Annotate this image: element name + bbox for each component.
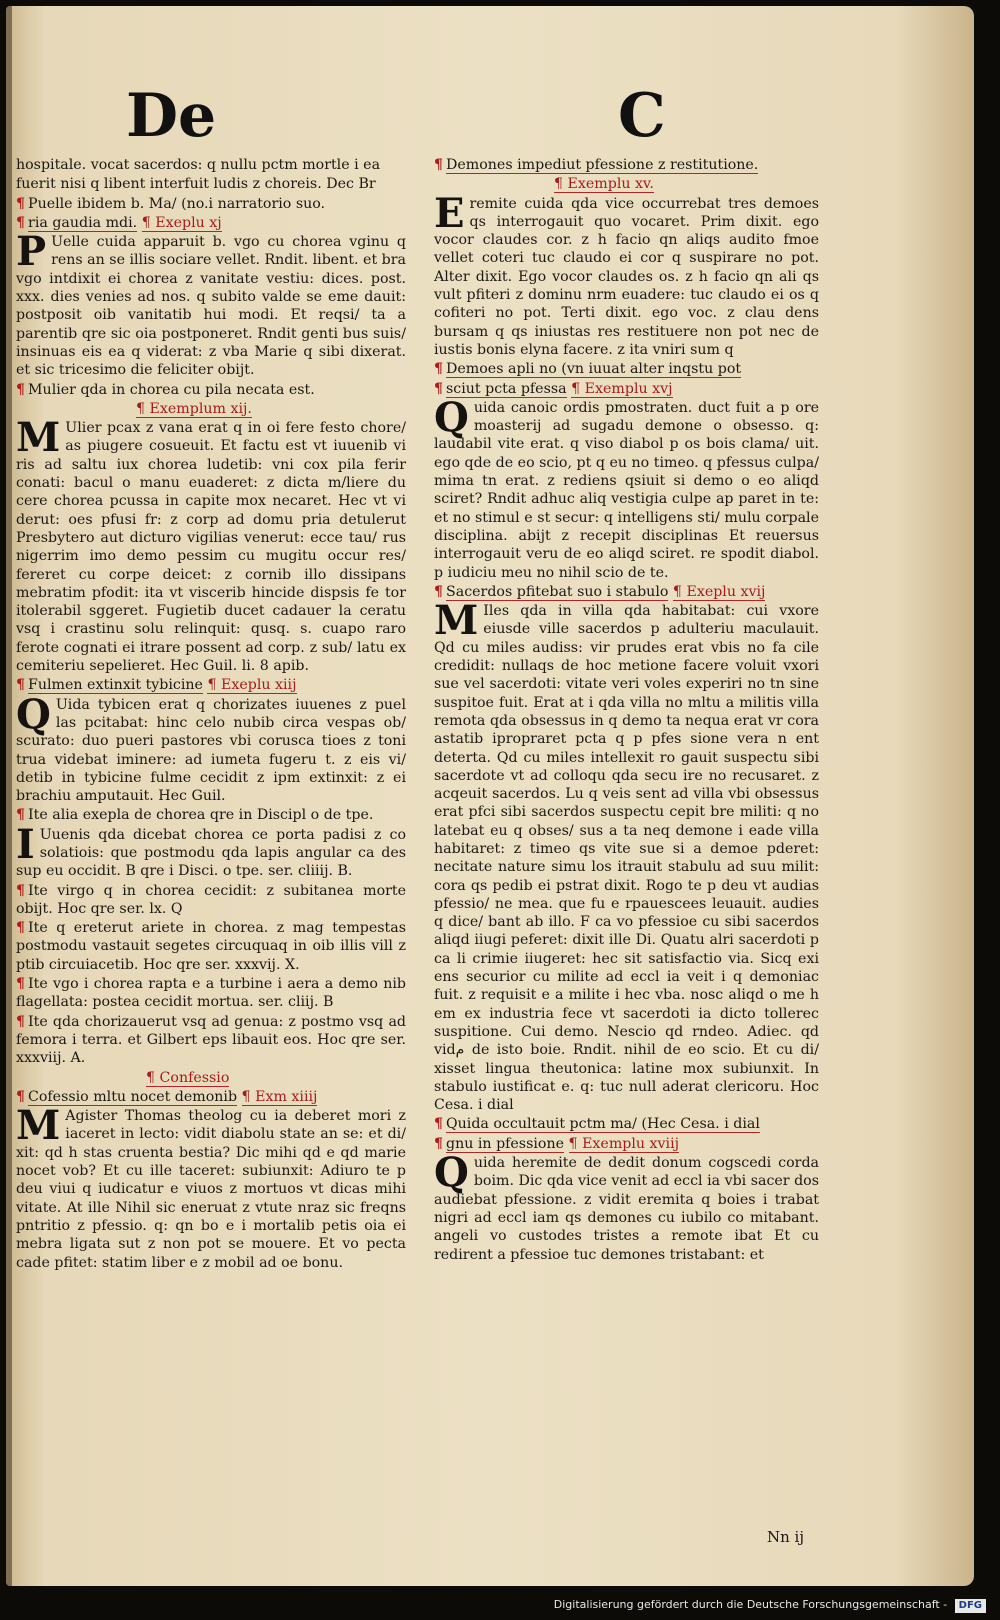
exemplum-label: ¶ Exm xiiij bbox=[242, 1089, 318, 1106]
exemplum-label: ¶ Exeplu xj bbox=[142, 215, 222, 232]
pilcrow-mark: ¶ bbox=[16, 920, 26, 937]
rubric-heading: Demoes apli no (vn iuuat alter inqstu pot bbox=[446, 361, 742, 378]
body-text: Iles qda in villa qda habitabat: cui vxore eiusde ville sacerdos p adulteriu maculauit. Qd cu miles audiss: vir prudes erat vbis no fa cile credidit: nullaqs de hoc metione facere voluit vxori sue vel sacerdoti: vitate veri voles experiri no tn sine suspitoe fuit. Erat at i qda villa no mltu a militis villa remota qda obsessus in q demo ta nequa erat vr cora astatib ipropraret pcta q p pfes sione vera n ent deterta. Qd cu miles intellexit ro gauit suspectu sibi sacerdote vt ad colloqu qda secu ire no recusaret. z acqeuit sacerdos. Lu q veis sent ad villa vbi obsessus erat pfci sibi sacerdos suspectu cepit bre militi: q no latebat eu q obses/ sus a ta neq demone i eade villa habitaret: z timeo qs vite sue si a demoe pderet: necitate nature simu los itrauit stabulu ad suu milit: cora qs pedib ei pstrat dixit. Rogo te p deu vt audias pfessio/ ne mea. que fu e rpauescees leuauit. audies q dice/ bant ab illo. F ca vo pfessioe cu sibi sacerdos aliqd iiugi peferet: dixit ille Di. Quatu alri sacerdoti p ca li crimie iiugeret: hec sit satisfactio via. Sicq exi ens securior cu milite ad eccl ia veit i q demoniac fuit. z requisit e a milite i hec vba. nosc aliqd o me h em ex industria fece vt sacerdoti ia dicto tollerec suspitione. Cui demo. Nescio qd rndeo. Adiec. qd vidم de isto boie. Rndit. nihil de eo scio. Et cu di/ xisset lingua theutonica: latine mox subiunxit. In stabulo iustificat e. q: tuc null aderat clericoru. Hoc Cesa. i dial bbox=[434, 603, 819, 1114]
body-text: Ulier pcax z vana erat q in oi fere festo chore/ as piugere cosueuit. Et factu est vt iuuenib vi ris ad saltu iux chorea ludetib: vni cox pila ferir conati: bacul o manu euaderet: z dicta m/liere du cere chorea pcussa in capite mox necaret. Hec vt vi derut: oes pfusi fr: z corp ad domu pria detulerut Presbytero aut dicturo vigilias venerut: ecce tau/ rus nigerrim imo demo pessim cu mugitu occur res/ fereret cu corpe deicet: z cornib illo dissipans mebratim pfodit: ita vt viscerib hincide dispsis fe tor itolerabil sggeret. Fugietib ducet cadauer la ceratu vsq i crastinu solu relinquit: qusq. s. cuapo raro ferote cognati ei itrare possent ad corp. z sub/ latu ex cemiteriu sepelieret. Hec Guil. li. 8 apib. bbox=[16, 420, 406, 675]
body-text: Uuenis qda dicebat chorea ce porta padisi z co solatiois: que postmodu qda lapis angular ca des sup eu occidit. B qre i Disci. o tpe. ser. cliiij. B. bbox=[16, 826, 406, 880]
text-column-right bbox=[434, 156, 819, 1265]
text-block bbox=[16, 400, 406, 418]
text-block bbox=[16, 228, 406, 379]
text-block bbox=[434, 393, 819, 582]
running-head-right-text: C bbox=[618, 81, 666, 151]
running-head-right bbox=[618, 81, 666, 151]
body-text: Uelle cuida apparuit b. vgo cu chorea vginu q rens an se illis sociare vellet. Rndit. libent. et bra vgo intdixit ei chorea z vanitate vestiu: dices. post. xxx. dies venies ad nos. q subito valde se eme dauit: postposit oib vanitatib hui modi. Et reqsi/ ta a parentib qre sic oia postponeret. Rndit genti bus suis/ insinuas eis ea q viderat: z vba Marie q sibi dixerat. et sic tricesimo die feliciter obijt. bbox=[16, 234, 406, 379]
rubric-heading: sciut pcta pfessa bbox=[446, 380, 567, 397]
body-text: remite cuida qda vice occurrebat tres demoes qs interrogauit quo vocaret. Prim dixit. ego vocor claudes cor. z h facio qn aliqs audito fmoe vellet coteri tuc claudo ei cor q suspirare no pot. Alter dixit. Ego vocor claudes os. z h facio qn ali qs vult pfiteri z dominu nrm euadere: tuc claudo ei os q cofiteri no pot. Terti dixit. ego voc. z clau dens bursam q qs iniustas res restituere non pot nec de iustis bonis elyna facere. z ita vniri sum q bbox=[434, 195, 819, 358]
exemplum-label: ¶ Exemplum xij. bbox=[136, 401, 252, 418]
digitization-footer bbox=[0, 1590, 1000, 1620]
body-text: hospitale. vocat sacerdos: q nullu pctm mortle i ea bbox=[16, 157, 381, 173]
initial-capital: M bbox=[16, 414, 61, 462]
text-block bbox=[16, 156, 406, 174]
pilcrow-mark: ¶ bbox=[16, 214, 26, 231]
text-block bbox=[16, 806, 406, 824]
text-block bbox=[16, 676, 406, 694]
text-block bbox=[434, 1115, 819, 1133]
rubric-heading: Ite qda chorizauerut vsq ad genua: z postmo vsq ad femora i terra. et Gilbert eps libauit eos. Hoc qre ser. xxxviij. A. bbox=[16, 1013, 406, 1067]
exemplum-label: ¶ Exeplu xvij bbox=[673, 584, 766, 601]
text-block bbox=[16, 882, 406, 919]
pilcrow-mark: ¶ bbox=[434, 583, 444, 600]
dfg-logo: DFG bbox=[955, 1599, 986, 1613]
pilcrow-mark: ¶ bbox=[16, 882, 26, 899]
section-title: ¶ Confessio bbox=[146, 1070, 229, 1087]
pilcrow-mark: ¶ bbox=[16, 807, 26, 824]
initial-capital: Q bbox=[434, 393, 469, 441]
pilcrow-mark: ¶ bbox=[16, 1088, 26, 1105]
text-block bbox=[16, 975, 406, 1012]
rubric-heading: Puelle ibidem b. Ma/ (no.i narratorio suo. bbox=[28, 195, 326, 212]
initial-capital: Q bbox=[16, 690, 51, 738]
text-column-left bbox=[16, 156, 406, 1273]
catchword: Nn ij bbox=[766, 1528, 804, 1546]
rubric-heading: Ite vgo i chorea rapta e a turbine i aera a demo nib flagellata: postea cecidit mortua. ser. cliij. B bbox=[16, 976, 406, 1011]
footer-credit: Digitalisierung gefördert durch die Deutsche Forschungsgemeinschaft - bbox=[553, 1598, 948, 1611]
exemplum-label: ¶ Exemplu xviij bbox=[569, 1136, 680, 1153]
text-block bbox=[16, 381, 406, 399]
rubric-heading: Ite alia exepla de chorea qre in Discipl o de tpe. bbox=[28, 807, 374, 824]
text-block bbox=[16, 195, 406, 213]
text-block bbox=[434, 583, 819, 601]
text-block bbox=[434, 156, 819, 174]
text-block bbox=[434, 1149, 819, 1264]
rubric-heading: Demones impediut pfessione z restitutione. bbox=[446, 157, 759, 173]
pilcrow-mark: ¶ bbox=[16, 381, 26, 398]
rubric-heading: ria gaudia mdi. bbox=[28, 214, 138, 231]
text-block bbox=[434, 597, 819, 1114]
exemplum-label: ¶ Exemplu xv. bbox=[554, 176, 654, 193]
text-block bbox=[16, 414, 406, 675]
exemplum-label: ¶ Exemplu xvj bbox=[571, 381, 672, 398]
pilcrow-mark: ¶ bbox=[16, 677, 26, 694]
text-block bbox=[16, 820, 406, 881]
pilcrow-mark: ¶ bbox=[434, 1116, 444, 1133]
rubric-heading: Fulmen extinxit tybicine bbox=[28, 677, 203, 694]
rubric-heading: Mulier qda in chorea cu pila necata est. bbox=[28, 381, 315, 398]
text-block bbox=[434, 380, 819, 398]
rubric-heading: Cofessio mltu nocet demonib bbox=[28, 1088, 238, 1105]
initial-capital: P bbox=[16, 228, 47, 276]
body-text: fuerit nisi q libent interfuit ludis z choreis. Dec Br bbox=[16, 176, 376, 193]
rubric-heading: gnu in pfessione bbox=[446, 1135, 564, 1152]
rubric-heading: Quida occultauit pctm ma/ (Hec Cesa. i dial bbox=[446, 1116, 760, 1133]
text-block bbox=[16, 175, 406, 193]
initial-capital: E bbox=[434, 189, 465, 237]
text-block bbox=[16, 919, 406, 974]
body-text: uida canoic ordis pmostraten. duct fuit a p ore moasterij ad sugadu demone o obsesso. q: laudabil vite erat. q viso diabol p os bois clama/ uit. ego qde de eo scio, pt q eu no timeo. q pfessus culpa/ mima tn erat. z rediens qsiuit si demo o eo aliqd sciret? Rndit adhuc aliq vestigia culpe ap paret in te: et no stimul e st secur: q intelligens sti/ mulu corpale disciplina. abijt z recepit disciplinas Et reuersus interrogauit veru de eo aliqd sciret. re spodit diabol. p iudiciu meu no nihil scio de te. bbox=[434, 399, 819, 581]
text-block bbox=[434, 175, 819, 193]
exemplum-label: ¶ Exeplu xiij bbox=[207, 677, 296, 694]
rubric-heading: Ite virgo q in chorea cecidit: z subitanea morte obijt. Hoc qre ser. lx. Q bbox=[16, 882, 406, 917]
pilcrow-mark: ¶ bbox=[434, 157, 444, 173]
pilcrow-mark: ¶ bbox=[16, 195, 26, 212]
pilcrow-mark: ¶ bbox=[434, 380, 444, 397]
initial-capital: I bbox=[16, 820, 35, 868]
rubric-heading: Ite q ereterut ariete in chorea. z mag tempestas postmodu vastauit segetes circuquaq in oib illis vill z ptib circuiacetib. Hoc qre ser. xxxvij. X. bbox=[16, 920, 406, 973]
pilcrow-mark: ¶ bbox=[16, 976, 26, 993]
pilcrow-mark: ¶ bbox=[434, 1135, 444, 1152]
text-block bbox=[16, 1102, 406, 1272]
body-text: Agister Thomas theolog cu ia deberet mori z iaceret in lecto: vidit diabolu state an se: et di/ xit: qd h stas cruenta bestia? Dic mihi qd e qd marie nocet vob? Et cu ille taceret: subiunxit: Adiuro te p deu viui q iudicatur e viuos z mortuos vt dicas mihi vitate. At ille Nihil sic eneruat z vtute nraz sic freqns pntritio z pfessio. q: qn bo e i mortalib petis oia ei mebra ligata sut z non pot se mouere. Et vo pecta cade pfitet: statim liber e z mobil ad oe bonu. bbox=[16, 1108, 406, 1271]
initial-capital: M bbox=[16, 1102, 61, 1150]
text-block bbox=[16, 690, 406, 806]
running-head-left bbox=[126, 81, 217, 151]
text-block bbox=[16, 1069, 406, 1087]
text-block bbox=[16, 1088, 406, 1106]
initial-capital: Q bbox=[434, 1149, 469, 1197]
body-text: uida heremite de dedit donum cogscedi corda boim. Dic qda vice venit ad eccl ia vbi sacer dos audiebat pfessione. z vidit eremita q boies i trabat nigri ad eccl iam qs demones cu iubilo co mitabant. angeli vo custodes tristes a remote ibat Et cu redirent a pfessioe tuc demones tristabant: et bbox=[434, 1155, 819, 1263]
text-block bbox=[434, 189, 819, 360]
book-page bbox=[6, 6, 974, 1586]
text-block bbox=[434, 360, 819, 378]
body-text: Uida tybicen erat q chorizates iuuenes z puel las pcitabat: hinc celo nubib circa vespas ob/ scurato: duo pueri pastores vbi corusca tioes z toni trua videbat iminere: ad iumeta fugeru t. z eis vi/ detib in tybicine fulme cecidit z ipm extinxit: z ei brachiu amputauit. Hec Guil. bbox=[16, 696, 406, 805]
text-block bbox=[16, 214, 406, 232]
initial-capital: M bbox=[434, 597, 479, 645]
text-block bbox=[16, 1013, 406, 1068]
page-gutter-shadow bbox=[6, 6, 12, 1586]
pilcrow-mark: ¶ bbox=[434, 361, 444, 378]
text-block bbox=[434, 1135, 819, 1153]
pilcrow-mark: ¶ bbox=[16, 1013, 26, 1030]
rubric-heading: Sacerdos pfitebat suo i stabulo bbox=[446, 583, 669, 600]
running-head-left-text: De bbox=[126, 81, 217, 151]
